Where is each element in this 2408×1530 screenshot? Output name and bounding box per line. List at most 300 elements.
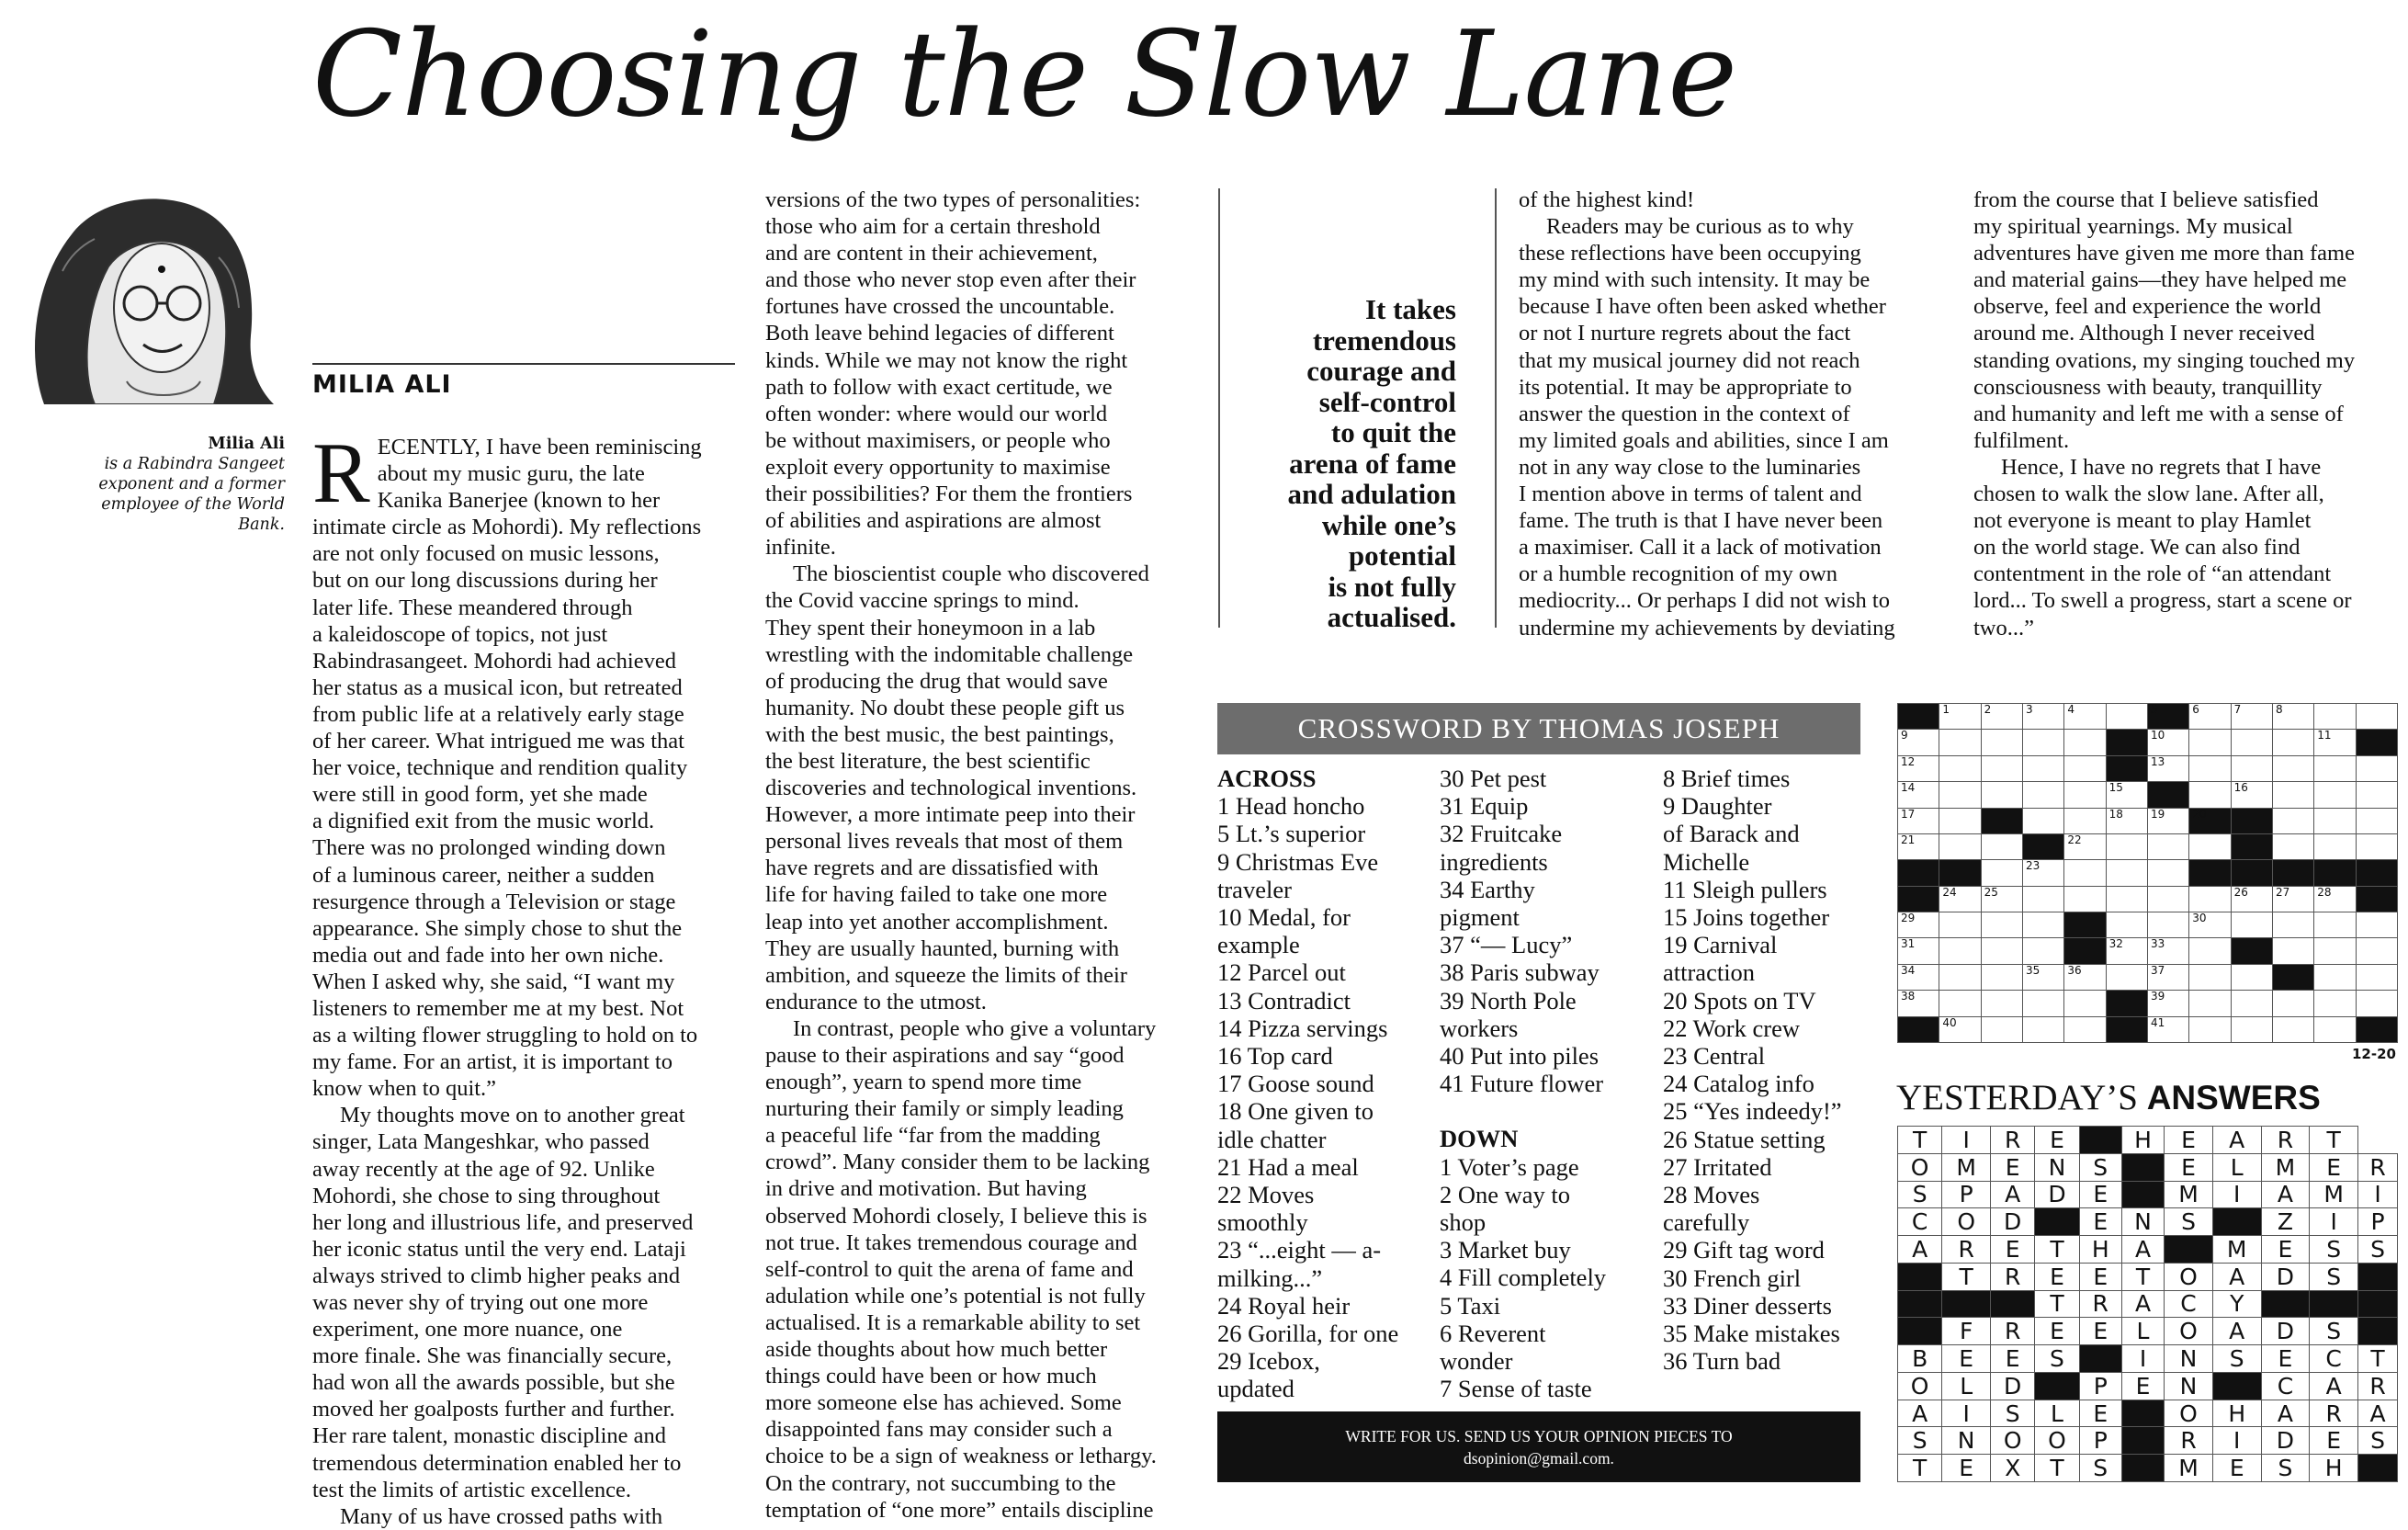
- text-line: a maximiser. Call it a lack of motivation: [1519, 535, 1882, 561]
- grid-square: [2356, 938, 2397, 964]
- answer-letter: E: [2079, 1400, 2121, 1427]
- grid-square: [2314, 704, 2356, 730]
- text-line: or not I nurture regrets about the fact: [1519, 321, 1851, 346]
- grid-square: [2106, 782, 2147, 808]
- grid-square: [2022, 704, 2063, 730]
- text-line: Readers may be curious as to why: [1546, 214, 1854, 240]
- text-line: and are content in their achievement,: [765, 241, 1098, 266]
- black-square: [2035, 1208, 2079, 1236]
- text-line: fame. The truth is that I have never been: [1519, 508, 1883, 534]
- answer-letter: O: [2165, 1263, 2213, 1290]
- grid-square: [1898, 782, 1939, 808]
- square-number: 17: [1901, 807, 1916, 821]
- answer-row: [1898, 1318, 2398, 1345]
- text-line: not everyone is meant to play Hamlet: [1973, 508, 2312, 534]
- answer-letter: O: [1898, 1372, 1942, 1400]
- square-number: 36: [2067, 963, 2082, 977]
- grid-square: [2231, 704, 2272, 730]
- clue: 31 Equip: [1440, 792, 1529, 821]
- grid-row: [1898, 782, 2398, 808]
- grid-square: [2147, 991, 2188, 1016]
- clue: 28 Moves: [1663, 1181, 1760, 1209]
- paragraph: [765, 561, 1197, 1015]
- answer-letter: T: [1942, 1263, 1991, 1290]
- answer-letter: A: [2261, 1181, 2310, 1208]
- clue: 20 Spots on TV: [1663, 986, 1816, 1014]
- square-number: 33: [2150, 937, 2165, 951]
- answer-letter: S: [2310, 1318, 2358, 1345]
- text-line: or a humble recognition of my own: [1519, 561, 1838, 587]
- black-square: [2064, 912, 2106, 938]
- grid-square: [2106, 912, 2147, 938]
- bio-name: Milia Ali: [208, 435, 285, 453]
- clue: 1 Head honcho: [1217, 792, 1365, 821]
- text-line: singer, Lata Mangeshkar, who passed: [312, 1129, 650, 1155]
- grid-square: [1939, 808, 1981, 833]
- grid-square: [1981, 964, 2022, 990]
- text-line: more someone else has achieved. Some: [765, 1390, 1122, 1416]
- grid-square: [1981, 912, 2022, 938]
- text-line: Her rare talent, monastic discipline and: [312, 1423, 667, 1449]
- text-line: and those who never stop even after their: [765, 267, 1136, 293]
- clue: 1 Voter’s page: [1440, 1152, 1579, 1181]
- square-number: 3: [2025, 703, 2033, 716]
- text-line: mediocrity... Or perhaps I did not wish to: [1519, 588, 1890, 614]
- answer-letter: M: [2165, 1455, 2213, 1482]
- clues-column-3: [1663, 765, 1870, 1375]
- grid-square: [1898, 964, 1939, 990]
- clue: 35 Make mistakes: [1663, 1320, 1840, 1348]
- square-number: 24: [1942, 885, 1957, 899]
- answer-letter: I: [2310, 1208, 2358, 1236]
- grid-square: [2356, 755, 2397, 781]
- clue: workers: [1440, 1014, 1519, 1042]
- grid-square: [2022, 1016, 2063, 1043]
- paragraph: [1973, 454, 2405, 641]
- column-rule: [1218, 188, 1220, 628]
- text-line: of her career. What intrigued me was that: [312, 729, 684, 754]
- answer-letter: T: [2310, 1127, 2358, 1154]
- grid-square: [1939, 730, 1981, 755]
- square-number: 34: [1901, 963, 1916, 977]
- text-line: these reflections have been occupying: [1519, 241, 1861, 266]
- text-line: and humanity and left me with a sense of: [1973, 401, 2344, 426]
- answer-letter: S: [2358, 1236, 2398, 1264]
- text-line: had won all the awards possible, but she: [312, 1370, 675, 1396]
- text-line: as a wilting flower struggling to hold on to: [312, 1023, 698, 1048]
- answer-letter: O: [2035, 1427, 2079, 1455]
- pull-quote-line: tremendous: [1312, 323, 1456, 357]
- clue: 14 Pizza servings: [1217, 1014, 1388, 1042]
- answer-letter: A: [1898, 1400, 1942, 1427]
- grid-square: [2064, 860, 2106, 886]
- grid-square: [2272, 912, 2313, 938]
- answer-letter: M: [2165, 1181, 2213, 1208]
- text-line: adventures have given me more than fame: [1973, 241, 2355, 266]
- grid-square: [2147, 938, 2188, 964]
- grid-square: [2231, 991, 2272, 1016]
- clue: 2 One way to: [1440, 1180, 1571, 1208]
- answer-letter: E: [2310, 1153, 2358, 1181]
- clue: 4 Fill completely: [1440, 1264, 1607, 1292]
- grid-square: [2231, 755, 2272, 781]
- grid-square: [1981, 886, 2022, 912]
- grid-square: [2064, 991, 2106, 1016]
- text-line: were still in good form, yet she made: [312, 782, 648, 808]
- black-square: [2165, 1236, 2213, 1264]
- black-square: [2121, 1427, 2164, 1455]
- answer-letter: E: [2035, 1263, 2079, 1290]
- grid-square: [1939, 912, 1981, 938]
- text-line: intimate circle as Mohordi). My reflections: [312, 515, 702, 540]
- black-square: [2272, 860, 2313, 886]
- square-number: 14: [1901, 781, 1916, 795]
- grid-square: [2272, 755, 2313, 781]
- text-line: and material gains—they have helped me: [1973, 267, 2347, 293]
- grid-square: [2272, 808, 2313, 833]
- grid-square: [1898, 991, 1939, 1016]
- answer-row: [1898, 1263, 2398, 1290]
- square-number: 12: [1901, 754, 1916, 768]
- text-line: my fame. For an artist, it is important to: [312, 1049, 673, 1075]
- grid-square: [2064, 964, 2106, 990]
- text-line: fulfilment.: [1973, 427, 2070, 453]
- black-square: [2356, 1016, 2397, 1043]
- clue: 22 Moves: [1217, 1181, 1315, 1209]
- grid-square: [2022, 964, 2063, 990]
- text-line: about my music guru, the late: [377, 461, 645, 487]
- text-line: from the course that I believe satisfied: [1973, 187, 2319, 212]
- clues-column-2: [1440, 765, 1660, 1402]
- answer-letter: S: [2079, 1455, 2121, 1482]
- grid-square: [1939, 704, 1981, 730]
- answer-row: [1898, 1236, 2398, 1264]
- answer-letter: E: [2212, 1455, 2261, 1482]
- answer-letter: D: [2035, 1181, 2079, 1208]
- grid-square: [2314, 1016, 2356, 1043]
- answer-letter: L: [2035, 1400, 2079, 1427]
- text-line: crowd”. Many consider them to be lacking: [765, 1150, 1150, 1175]
- answer-letter: R: [1991, 1127, 2035, 1154]
- answer-letter: T: [2358, 1345, 2398, 1373]
- text-line: with the best music, the best paintings,: [765, 721, 1114, 747]
- grid-row: [1898, 991, 2398, 1016]
- grid-square: [2189, 964, 2231, 990]
- clue: 23 “...eight — a-: [1217, 1236, 1382, 1264]
- grid-row: [1898, 886, 2398, 912]
- clue: Michelle: [1663, 847, 1750, 876]
- clue: shop: [1440, 1208, 1487, 1237]
- text-line: that my musical journey did not reach: [1519, 347, 1860, 373]
- crossword-heading: CROSSWORD BY THOMAS JOSEPH: [1217, 703, 1860, 754]
- grid-square: [1939, 782, 1981, 808]
- grid-square: [2314, 730, 2356, 755]
- answer-letter: D: [1991, 1208, 2035, 1236]
- grid-code: 12-20: [2352, 1046, 2396, 1062]
- grid-square: [2022, 991, 2063, 1016]
- answer-letter: S: [2310, 1236, 2358, 1264]
- byline: MILIA ALI: [312, 363, 735, 399]
- clue: 21 Had a meal: [1217, 1152, 1359, 1181]
- answer-letter: E: [2079, 1181, 2121, 1208]
- clue: 33 Diner desserts: [1663, 1291, 1832, 1320]
- grid-square: [2106, 808, 2147, 833]
- grid-square: [2231, 912, 2272, 938]
- black-square: [2356, 886, 2397, 912]
- answer-letter: N: [2165, 1372, 2213, 1400]
- text-line: I mention above in terms of talent and: [1519, 482, 1862, 507]
- black-square: [1939, 860, 1981, 886]
- black-square: [2272, 964, 2313, 990]
- text-line: Rabindrasangeet. Mohordi had achieved: [312, 648, 676, 674]
- answer-letter: S: [2035, 1345, 2079, 1373]
- text-line: two...”: [1973, 615, 2034, 640]
- square-number: 32: [2108, 937, 2123, 951]
- paragraph: [1973, 187, 2405, 454]
- black-square: [2147, 782, 2188, 808]
- text-line: lord... To swell a progress, start a scene or: [1973, 588, 2352, 614]
- answer-row: [1898, 1372, 2398, 1400]
- grid-square: [2272, 730, 2313, 755]
- answer-letter: S: [1898, 1427, 1942, 1455]
- grid-square: [2314, 833, 2356, 859]
- text-line: always strived to climb higher peaks and: [312, 1263, 681, 1288]
- grid-square: [2022, 808, 2063, 833]
- text-line: actualised. It is a remarkable ability to set: [765, 1309, 1141, 1335]
- pull-quote-line: arena of fame: [1289, 447, 1456, 480]
- answer-letter: R: [2261, 1127, 2310, 1154]
- text-line: her long and illustrious life, and preserved: [312, 1209, 694, 1235]
- square-number: 31: [1901, 937, 1916, 951]
- grid-square: [2272, 833, 2313, 859]
- text-line: in drive and motivation. But having: [765, 1176, 1087, 1202]
- grid-square: [2314, 886, 2356, 912]
- answer-row: [1898, 1127, 2398, 1154]
- answer-letter: E: [2261, 1236, 2310, 1264]
- text-line: ECENTLY, I have been reminiscing: [377, 435, 702, 459]
- answer-letter: M: [2310, 1181, 2358, 1208]
- black-square: [2212, 1208, 2261, 1236]
- grid-square: [2147, 755, 2188, 781]
- text-line: the best literature, the best scientific: [765, 748, 1091, 774]
- text-line: enough”, yearn to spend more time: [765, 1070, 1082, 1095]
- answer-letter: S: [2358, 1427, 2398, 1455]
- grid-square: [2064, 833, 2106, 859]
- grid-square: [2106, 704, 2147, 730]
- clue: 3 Market buy: [1440, 1236, 1571, 1264]
- answer-letter: A: [2212, 1263, 2261, 1290]
- answer-letter: D: [2261, 1427, 2310, 1455]
- black-square: [2106, 1016, 2147, 1043]
- square-number: 28: [2317, 885, 2332, 899]
- answer-letter: E: [2165, 1127, 2213, 1154]
- grid-square: [2272, 704, 2313, 730]
- clue: ingredients: [1440, 847, 1548, 876]
- text-line: leap into yet another accomplishment.: [765, 909, 1109, 935]
- square-number: 38: [1901, 990, 1916, 1003]
- clue: smoothly: [1217, 1208, 1308, 1237]
- text-line: often wonder: where would our world: [765, 401, 1108, 426]
- answer-letter: O: [1991, 1427, 2035, 1455]
- text-line: infinite.: [765, 535, 836, 561]
- clue: 23 Central: [1663, 1042, 1766, 1071]
- square-number: 2: [1984, 703, 1992, 716]
- text-line: test the limits of artistic excellence.: [312, 1477, 631, 1502]
- answer-letter: Z: [2261, 1208, 2310, 1236]
- drop-cap: R: [312, 425, 370, 521]
- answer-letter: E: [1991, 1345, 2035, 1373]
- paragraph: [312, 1503, 744, 1530]
- square-number: 15: [2108, 781, 2123, 795]
- grid-square: [2064, 730, 2106, 755]
- grid-square: [1981, 833, 2022, 859]
- answer-letter: F: [1942, 1318, 1991, 1345]
- grid-square: [2022, 730, 2063, 755]
- answer-letter: S: [1991, 1400, 2035, 1427]
- answer-letter: N: [2121, 1208, 2164, 1236]
- text-line: a dignified exit from the music world.: [312, 809, 655, 834]
- clue: 24 Royal heir: [1217, 1291, 1351, 1320]
- black-square: [1942, 1290, 1991, 1318]
- paragraph: [312, 425, 744, 1102]
- grid-square: [2272, 991, 2313, 1016]
- answer-letter: B: [1898, 1345, 1942, 1373]
- grid-square: [2189, 833, 2231, 859]
- answer-row: [1898, 1208, 2398, 1236]
- grid-square: [2147, 886, 2188, 912]
- article-column-2: [765, 187, 1197, 1524]
- grid-row: [1898, 755, 2398, 781]
- grid-square: [1898, 755, 1939, 781]
- bio-line: is a Rabindra Sangeet: [104, 455, 285, 473]
- answer-letter: S: [2165, 1208, 2213, 1236]
- grid-row: [1898, 912, 2398, 938]
- clue: 26 Statue setting: [1663, 1125, 1826, 1153]
- clue: 13 Contradict: [1217, 986, 1351, 1014]
- answer-letter: S: [2261, 1455, 2310, 1482]
- grid-square: [2064, 782, 2106, 808]
- clue: traveler: [1217, 875, 1292, 903]
- grid-square: [2022, 860, 2063, 886]
- grid-square: [2189, 938, 2231, 964]
- clue: 22 Work crew: [1663, 1014, 1800, 1042]
- grid-row: [1898, 938, 2398, 964]
- answer-letter: E: [1991, 1153, 2035, 1181]
- text-line: consciousness with beauty, tranquillity: [1973, 374, 2323, 400]
- clue: 30 French girl: [1663, 1264, 1802, 1292]
- grid-square: [2064, 704, 2106, 730]
- text-line: but on our long discussions during her: [312, 568, 658, 594]
- black-square: [1981, 808, 2022, 833]
- square-number: 37: [2150, 963, 2165, 977]
- square-number: 9: [1901, 729, 1908, 742]
- grid-square: [1981, 860, 2022, 886]
- grid-square: [2022, 912, 2063, 938]
- text-line: those who aim for a certain threshold: [765, 214, 1101, 240]
- answer-letter: T: [1898, 1127, 1942, 1154]
- text-line: They spent their honeymoon in a lab: [765, 615, 1096, 640]
- answer-letter: E: [2261, 1345, 2310, 1373]
- yesterday-answers-grid: [1897, 1126, 2398, 1482]
- text-line: moved her goalposts further and further.: [312, 1397, 675, 1422]
- square-number: 1: [1942, 703, 1950, 716]
- article-column-1: [312, 425, 744, 1530]
- text-line: kinds. While we may not know the right: [765, 347, 1128, 373]
- text-line: are not only focused on music lessons,: [312, 541, 660, 567]
- text-line: observe, feel and experience the world: [1973, 294, 2322, 320]
- grid-square: [2106, 833, 2147, 859]
- text-line: discoveries and technological inventions.: [765, 776, 1137, 801]
- clue: example: [1217, 931, 1300, 959]
- answer-row: [1898, 1290, 2398, 1318]
- clue: 24 Catalog info: [1663, 1070, 1814, 1098]
- footer-line: WRITE FOR US. SEND US YOUR OPINION PIECES TO: [1345, 1426, 1733, 1445]
- square-number: 25: [1984, 885, 1998, 899]
- black-square: [1898, 1318, 1942, 1345]
- answer-letter: R: [2079, 1290, 2121, 1318]
- answers-label: ANSWERS: [2146, 1079, 2321, 1116]
- answer-letter: H: [2310, 1455, 2358, 1482]
- text-line: not in any way close to the luminaries: [1519, 454, 1861, 480]
- grid-square: [2064, 755, 2106, 781]
- grid-square: [1981, 938, 2022, 964]
- clue: 27 Irritated: [1663, 1152, 1772, 1181]
- answer-letter: E: [2121, 1372, 2164, 1400]
- square-number: 30: [2192, 912, 2207, 924]
- text-line: In contrast, people who give a voluntary: [793, 1015, 1157, 1041]
- clue: 11 Sleigh pullers: [1663, 875, 1827, 903]
- pull-quote-line: courage and: [1306, 355, 1456, 387]
- answer-letter: E: [1942, 1455, 1991, 1482]
- footer-banner: [1217, 1411, 1860, 1482]
- black-square: [2358, 1290, 2398, 1318]
- grid-square: [2022, 755, 2063, 781]
- text-line: was never shy of trying out one more: [312, 1290, 649, 1315]
- black-square: [2189, 860, 2231, 886]
- answer-letter: E: [1942, 1345, 1991, 1373]
- answer-letter: E: [2079, 1263, 2121, 1290]
- text-line: aside thoughts about how much better: [765, 1337, 1108, 1363]
- answer-letter: A: [2212, 1318, 2261, 1345]
- answer-row: [1898, 1181, 2398, 1208]
- text-line: They are usually haunted, burning with: [765, 935, 1120, 961]
- black-square: [2106, 755, 2147, 781]
- grid-square: [2356, 808, 2397, 833]
- answer-letter: E: [2035, 1127, 2079, 1154]
- answer-letter: R: [1991, 1318, 2035, 1345]
- answer-letter: I: [1942, 1400, 1991, 1427]
- answer-letter: N: [2035, 1153, 2079, 1181]
- black-square: [2121, 1400, 2164, 1427]
- answer-letter: M: [1942, 1153, 1991, 1181]
- text-line: fortunes have crossed the uncountable.: [765, 294, 1115, 320]
- answer-letter: C: [2165, 1290, 2213, 1318]
- pull-quote-line: It takes: [1364, 293, 1456, 325]
- bio-line: Bank.: [238, 516, 285, 534]
- grid-square: [2314, 808, 2356, 833]
- black-square: [1898, 704, 1939, 730]
- paragraph: [1519, 213, 1950, 641]
- grid-square: [1981, 782, 2022, 808]
- answer-letter: T: [2121, 1263, 2164, 1290]
- black-square: [2147, 704, 2188, 730]
- text-line: its potential. It may be appropriate to: [1519, 374, 1852, 400]
- text-line: humanity. No doubt these people gift us: [765, 695, 1125, 720]
- text-line: However, a more intimate peep into their: [765, 802, 1136, 828]
- text-line: things could have been or how much: [765, 1364, 1097, 1389]
- square-number: 23: [2025, 859, 2041, 873]
- grid-square: [2231, 886, 2272, 912]
